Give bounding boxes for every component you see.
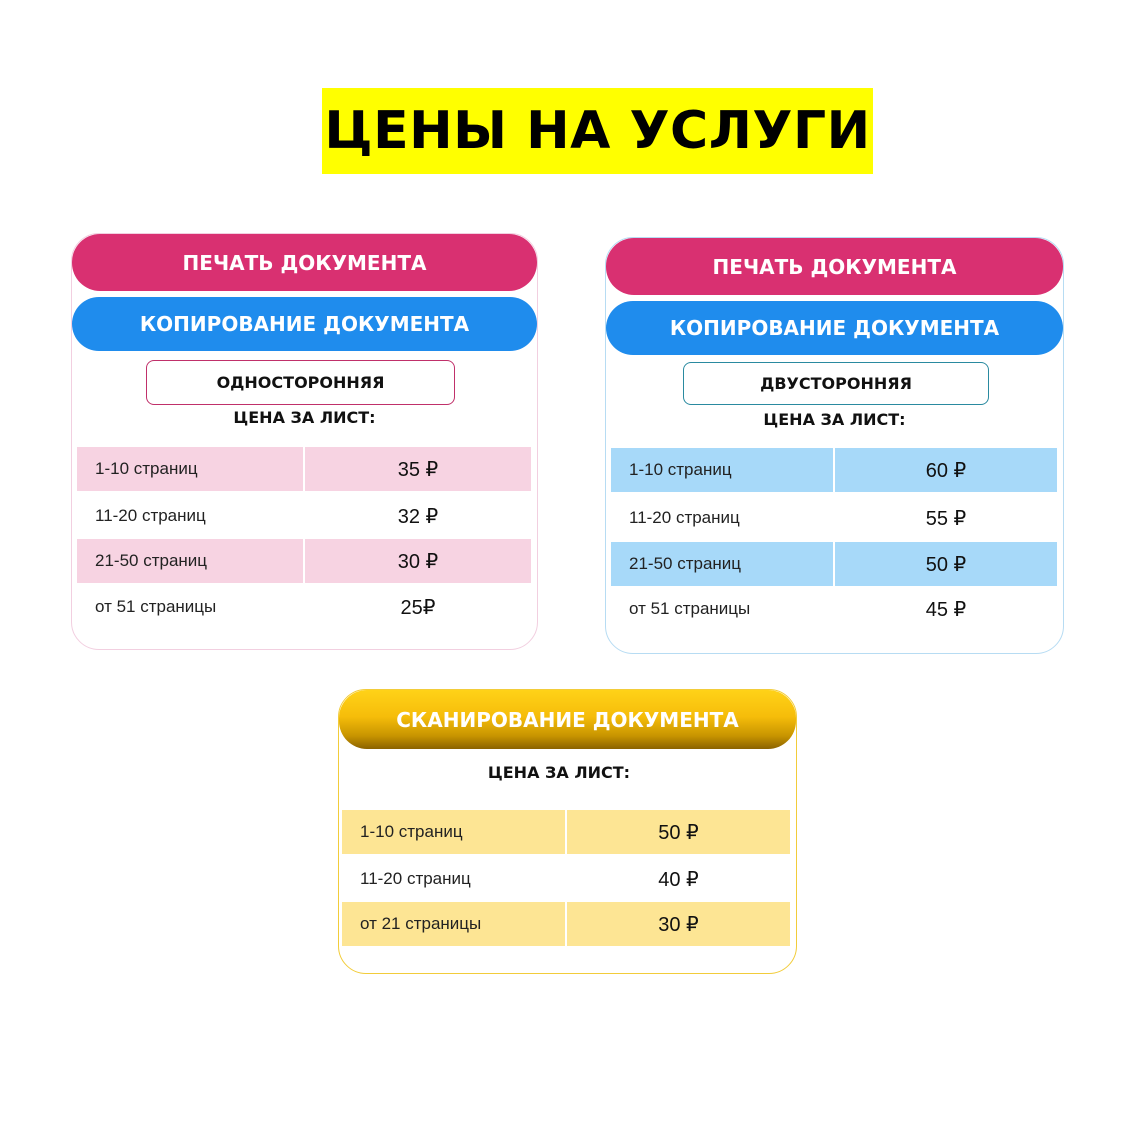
price: 50 ₽ (567, 810, 790, 854)
mode-single-sided (146, 360, 455, 405)
print-document-label: ПЕЧАТЬ ДОКУМЕНТА (182, 250, 427, 275)
price: 25₽ (400, 596, 436, 619)
page-range: 1-10 страниц (77, 447, 303, 491)
scan-document-label: СКАНИРОВАНИЕ ДОКУМЕНТА (396, 707, 739, 732)
page-title: ЦЕНЫ НА УСЛУГИ (324, 101, 871, 161)
page-range: 1-10 страниц (611, 448, 833, 492)
mode-label: ОДНОСТОРОННЯЯ (216, 373, 385, 392)
table-row (611, 587, 1057, 631)
table-row (611, 496, 1057, 540)
page-range: 11-20 страниц (360, 869, 471, 888)
title-banner (322, 88, 873, 174)
price: 60 ₽ (835, 448, 1057, 492)
price: 30 ₽ (567, 902, 790, 946)
table-row (342, 810, 790, 854)
page-range: от 21 страницы (342, 902, 565, 946)
table-row (77, 539, 531, 583)
price: 32 ₽ (397, 505, 439, 528)
mode-label: ДВУСТОРОННЯЯ (760, 374, 912, 393)
price: 50 ₽ (835, 542, 1057, 586)
copy-document-label: КОПИРОВАНИЕ ДОКУМЕНТА (669, 316, 1000, 340)
scan-document-banner (339, 690, 796, 749)
copy-document-label: КОПИРОВАНИЕ ДОКУМЕНТА (139, 312, 470, 336)
price: 55 ₽ (925, 507, 967, 530)
page-range: 21-50 страниц (77, 539, 303, 583)
copy-document-banner-right (606, 301, 1063, 355)
copy-document-banner-left (72, 297, 537, 351)
price: 35 ₽ (305, 447, 531, 491)
table-row (342, 857, 790, 901)
page-range: от 51 страницы (629, 599, 751, 618)
print-document-banner-right (606, 238, 1063, 295)
page-range: 1-10 страниц (342, 810, 565, 854)
table-row (77, 447, 531, 491)
price: 40 ₽ (658, 868, 699, 891)
price-per-sheet-label: ЦЕНА ЗА ЛИСТ: (233, 408, 376, 427)
price: 30 ₽ (305, 539, 531, 583)
table-row (77, 494, 531, 538)
table-row (77, 585, 531, 629)
price-per-sheet-label: ЦЕНА ЗА ЛИСТ: (763, 410, 906, 429)
table-row (611, 542, 1057, 586)
page-range: 21-50 страниц (611, 542, 833, 586)
page-range: 11-20 страниц (629, 508, 740, 527)
page-range: от 51 страницы (95, 597, 217, 616)
table-row (342, 902, 790, 946)
table-row (611, 448, 1057, 492)
page-range: 11-20 страниц (95, 506, 206, 525)
print-document-label: ПЕЧАТЬ ДОКУМЕНТА (712, 254, 957, 279)
mode-double-sided (683, 362, 989, 405)
price: 45 ₽ (925, 598, 967, 621)
print-document-banner-left (72, 234, 537, 291)
price-per-sheet-label: ЦЕНА ЗА ЛИСТ: (487, 763, 631, 782)
